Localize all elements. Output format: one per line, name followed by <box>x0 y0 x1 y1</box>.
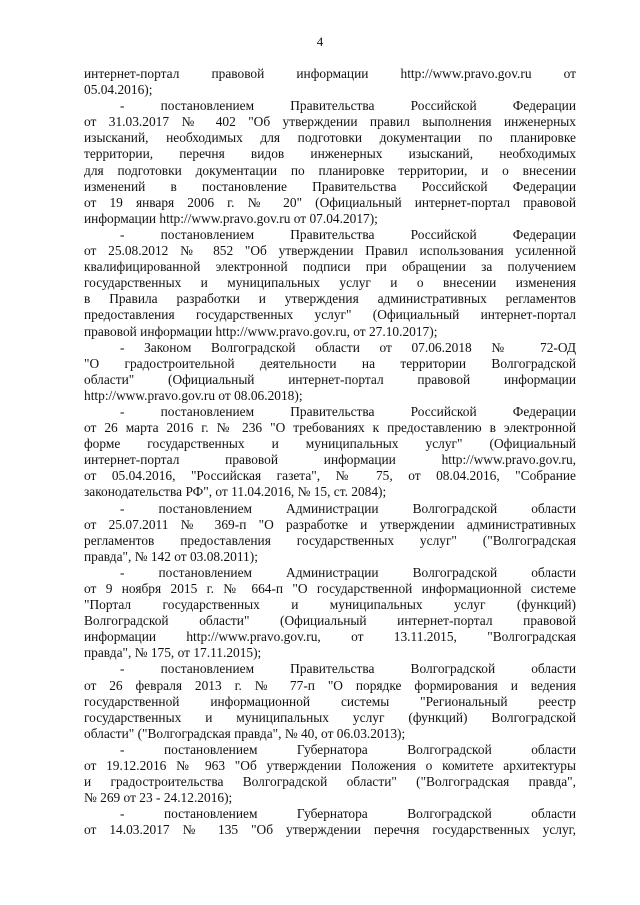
paragraph <box>84 98 576 227</box>
text-line: - Законом Волгоградской области от 07.06.2018 № 72-ОД <box>120 339 576 355</box>
text-line: "Портал государственных и муниципальных услуг (функций) <box>84 597 576 613</box>
text-line: - постановлением Губернатора Волгоградской области <box>120 806 576 822</box>
text-line: интернет-портал правовой информации http://www.pravo.gov.ru от <box>84 66 576 81</box>
paragraph <box>84 565 576 662</box>
page-number: 4 <box>316 34 324 49</box>
paragraph <box>84 806 576 838</box>
text-line: от 25.08.2012 № 852 "Об утверждении Правил использования усиленной <box>84 243 576 259</box>
text-line: информации http://www.pravo.gov.ru от 07.04.2017); <box>84 210 378 226</box>
text-line: 05.04.2016); <box>84 82 153 98</box>
text-line: квалифицированной электронной подписи при обращении за получением <box>84 259 576 275</box>
text-line: для подготовки документации по планировке территории, и о внесении <box>84 162 576 178</box>
text-line: - постановлением Правительства Российской Федерации <box>120 98 576 114</box>
text-line: в Правила разработки и утверждения административных регламентов <box>84 291 576 307</box>
text-line: правда", № 175, от 17.11.2015); <box>84 645 262 661</box>
text-line: Волгоградской области" (Официальный интернет-портал правовой <box>84 613 576 629</box>
text-line: форме государственных и муниципальных услуг" (Официальный <box>84 436 576 452</box>
text-line: территории, перечня видов инженерных изысканий, необходимых <box>84 146 576 162</box>
text-line: http://www.pravo.gov.ru от 08.06.2018); <box>84 387 303 403</box>
paragraph <box>84 742 576 806</box>
text-line: от 9 ноября 2015 г. № 664-п "О государственной информационной системе <box>84 581 576 596</box>
text-line: правда", № 142 от 03.08.2011); <box>84 548 258 564</box>
text-line: от 19.12.2016 № 963 "Об утверждении Положения о комитете архитектуры <box>84 758 576 774</box>
text-line: - постановлением Администрации Волгоградской области <box>120 500 576 516</box>
text-line: от 19 января 2006 г. № 20" (Официальный интернет-портал правовой <box>84 194 576 210</box>
text-line: изменений в постановление Правительства Российской Федерации <box>84 178 576 194</box>
text-line: интернет-портал правовой информации http://www.pravo.gov.ru, <box>84 452 576 468</box>
paragraph <box>84 501 576 565</box>
text-line: - постановлением Правительства Российской Федерации <box>120 226 576 242</box>
text-line: - постановлением Правительства Волгоградской области <box>120 661 576 677</box>
text-line: № 269 от 23 - 24.12.2016); <box>84 790 233 806</box>
text-line: от 14.03.2017 № 135 "Об утверждении перечня государственных услуг, <box>84 822 576 838</box>
text-line: государственной информационной системы "Региональный реестр <box>84 693 576 709</box>
paragraph <box>84 66 576 98</box>
text-line: от 31.03.2017 № 402 "Об утверждении правил выполнения инженерных <box>84 114 576 130</box>
paragraph <box>84 227 576 340</box>
text-line: - постановлением Администрации Волгоградской области <box>120 564 576 580</box>
text-line: информации http://www.pravo.gov.ru, от 13.11.2015, "Волгоградская <box>84 629 576 645</box>
document-body <box>84 66 576 839</box>
text-line: - постановлением Губернатора Волгоградской области <box>120 741 576 757</box>
text-line: области" ("Волгоградская правда", № 40, от 06.03.2013); <box>84 725 406 741</box>
paragraph <box>84 404 576 501</box>
paragraph <box>84 661 576 741</box>
paragraph <box>84 340 576 404</box>
text-line: - постановлением Правительства Российской Федерации <box>120 403 576 419</box>
text-line: правовой информации http://www.pravo.gov.ru, от 27.10.2017); <box>84 323 438 339</box>
text-line: законодательства РФ", от 11.04.2016, № 15, ст. 2084); <box>84 484 387 500</box>
text-line: государственных и муниципальных услуг и о внесении изменения <box>84 275 576 291</box>
text-line: от 26 февраля 2013 г. № 77-п "О порядке формирования и ведения <box>84 677 576 693</box>
text-line: от 25.07.2011 № 369-п "О разработке и утверждении административных <box>84 516 576 532</box>
text-line: от 05.04.2016, "Российская газета", № 75, от 08.04.2016, "Собрание <box>84 468 576 484</box>
text-line: области" (Официальный интернет-портал правовой информации <box>84 371 576 387</box>
text-line: изысканий, необходимых для подготовки документации по планировке <box>84 130 576 146</box>
text-line: регламентов предоставления государственных услуг" ("Волгоградская <box>84 532 576 548</box>
text-line: и градостроительства Волгоградской области" ("Волгоградская правда", <box>84 774 576 790</box>
text-line: "О градостроительной деятельности на территории Волгоградской <box>84 355 576 371</box>
text-line: от 26 марта 2016 г. № 236 "О требованиях к предоставлению в электронной <box>84 420 576 436</box>
text-line: предоставления государственных услуг" (Официальный интернет-портал <box>84 307 576 323</box>
text-line: государственных и муниципальных услуг (функций) Волгоградской <box>84 709 576 725</box>
